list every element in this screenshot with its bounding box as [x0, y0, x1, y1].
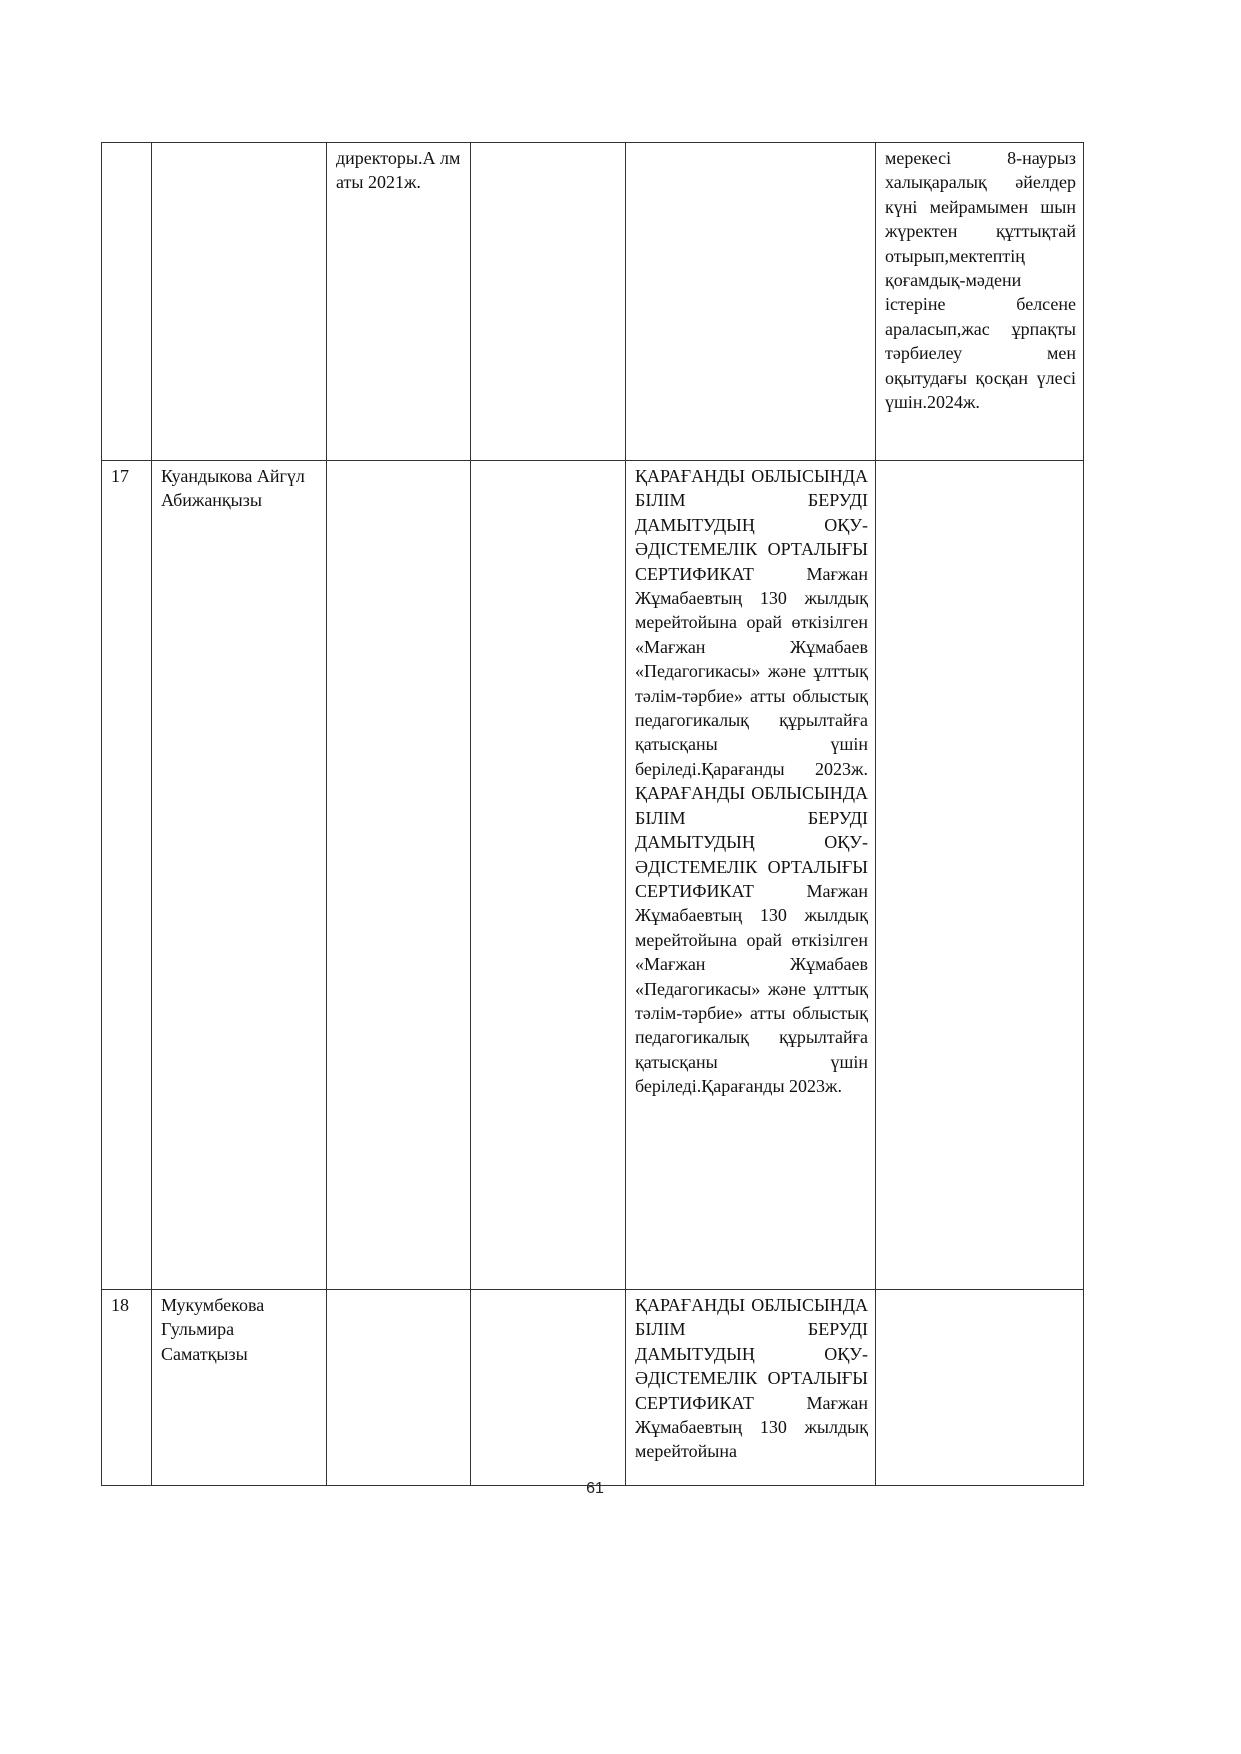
name-cell	[152, 143, 327, 461]
row-number-cell	[102, 143, 152, 461]
row-number-cell: 17	[102, 461, 152, 1290]
table-row	[102, 143, 1084, 461]
col5-cell: ҚАРАҒАНДЫ ОБЛЫСЫНДА БІЛІМ БЕРУДІ ДАМЫТУДЫҢ ОҚУ-ӘДІСТЕМЕЛІК ОРТАЛЫҒЫ СЕРТИФИКАТ Мағжан Жұмабаевтың 130 жылдық мерейтойына орай өткізілген «Мағжан Жұмабаев «Педагогикасы» және ұлттық тәлім-тәрбие» атты облыстық педагогикалық құрылтайға қатысқаны үшін беріледі.Қарағанды 2023ж. ҚАРАҒАНДЫ ОБЛЫСЫНДА БІЛІМ БЕРУДІ ДАМЫТУДЫҢ ОҚУ-ӘДІСТЕМЕЛІК ОРТАЛЫҒЫ СЕРТИФИКАТ Мағжан Жұмабаевтың 130 жылдық мерейтойына орай өткізілген «Мағжан Жұмабаев «Педагогикасы» және ұлттық тәлім-тәрбие» атты облыстық педагогикалық құрылтайға қатысқаны үшін беріледі.Қарағанды 2023ж.	[626, 461, 876, 1290]
col6-cell	[876, 461, 1084, 1290]
col3-cell: директоры.А лматы 2021ж.	[327, 143, 471, 461]
col4-cell	[471, 1290, 626, 1486]
name-cell: Мукумбекова Гульмира Саматқызы	[152, 1290, 327, 1486]
name-cell: Куандыкова Айгүл Абижанқызы	[152, 461, 327, 1290]
col4-cell	[471, 143, 626, 461]
col4-cell	[471, 461, 626, 1290]
page-number: 61	[586, 1480, 604, 1497]
row-number-cell: 18	[102, 1290, 152, 1486]
col5-cell	[626, 143, 876, 461]
col5-cell: ҚАРАҒАНДЫ ОБЛЫСЫНДА БІЛІМ БЕРУДІ ДАМЫТУДЫҢ ОҚУ-ӘДІСТЕМЕЛІК ОРТАЛЫҒЫ СЕРТИФИКАТ Мағжан Жұмабаевтың 130 жылдық мерейтойына	[626, 1290, 876, 1486]
col3-cell	[327, 461, 471, 1290]
table-row	[102, 1290, 1084, 1486]
col3-cell	[327, 1290, 471, 1486]
table-row	[102, 461, 1084, 1290]
awards-table	[101, 142, 1084, 1486]
col6-cell: мерекесі 8-наурыз халықаралық әйелдер күні мейрамымен шын жүректен құттықтай отырып,мектептің қоғамдық-мәдени істеріне белсене араласып,жас ұрпақты тәрбиелеу мен оқытудағы қосқан үлесі үшін.2024ж.	[876, 143, 1084, 461]
col6-cell	[876, 1290, 1084, 1486]
